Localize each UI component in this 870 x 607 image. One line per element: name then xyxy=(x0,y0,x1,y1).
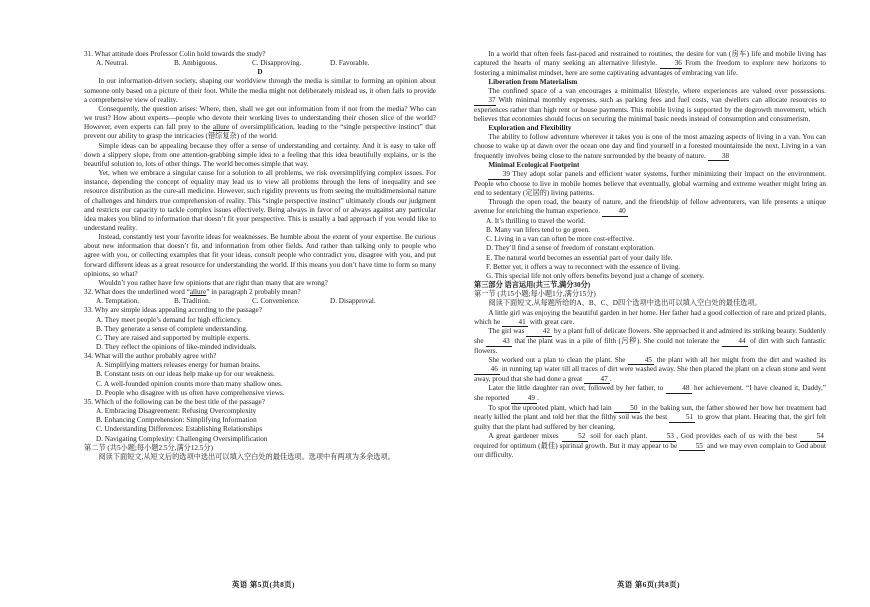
text-paragraph: 第一节 (共15小题;每小题1分,满分15分) xyxy=(474,290,596,299)
text-paragraph: She worked out a plan to clean the plant. She 45 the plant with all her might from the dirt and washed its 46 in running tap water till all traces of dirt were washed away. She then placed the plant on a clean stone and went away, proud that she had done a great 47 . xyxy=(474,355,826,383)
answer-option: B. Many van lifers tend to go green. xyxy=(486,226,590,235)
text-paragraph: To spot the uprooted plant, which had lain 50 in the baking sun, the father showed her how her treatment had nearly killed the plant and told her that the filthy soil was the best 51 to grow that plant. Hearing that, the girl felt guilty that the plant had suffered by her cleaning. xyxy=(474,403,826,431)
text-paragraph: Later the little daughter ran over, followed by her father, to 48 her achievement. “I have cleaned it, Daddy,” she reported 49 . xyxy=(474,384,826,403)
text-paragraph: 35. Which of the following can be the best title of the passage? xyxy=(84,397,265,406)
answer-option: A. Temptation. xyxy=(96,297,140,306)
answer-option: D. Navigating Complexity: Challenging Oversimplification xyxy=(96,434,268,443)
blank-48: 48 xyxy=(666,385,692,394)
answer-option: D. They’ll find a sense of freedom of constant exploration. xyxy=(486,244,655,253)
answer-option: C. Convenience. xyxy=(252,297,300,306)
blank-42: 42 xyxy=(526,328,552,337)
text-paragraph: Instead, constantly test your favorite ideas for weaknesses. Be humble about the extent of your expertise. Be curious about new information that doesn’t fit, and information from other fields. And rather than talking only to people who agree with you, or collecting examples that fit your ideas, consult people who contradict you, disagree with you, and put forward different ideas as a great resource for understanding the world. If this means you don’t have time to form so many opinions, so what? xyxy=(84,233,436,278)
text-paragraph: In our information-driven society, shaping our worldview through the media is similar to forming an opinion about someone only based on a picture of their foot. While the media might not deliberately mislead us, it often fails to provide a comprehensive view of reality. xyxy=(84,77,436,104)
answer-option: B. Constant tests on our ideas help make up for our weakness. xyxy=(96,370,275,379)
answer-options-row xyxy=(84,59,436,68)
text-paragraph: The girl was 42 by a plant full of delicate flowers. She approached it and admired its striking beauty. Suddenly she 43 that the plant was in a pile of filth (污秽). She could not tolerate the 44 of dirt with such fantastic flowers. xyxy=(474,327,826,355)
section-heading: Exploration and Flexibility xyxy=(488,124,572,133)
section-heading: 第三部分 语言运用(共三节,满分30分) xyxy=(474,281,591,290)
text-paragraph: 第二节 (共5小题;每小题2.5分,满分12.5分) xyxy=(84,443,213,452)
answer-option: D. People who disagree with us often have comprehensive views. xyxy=(96,388,285,397)
blank-39: 39 xyxy=(488,171,510,180)
blank-36: 36 xyxy=(660,60,682,69)
text-paragraph: D xyxy=(257,68,263,77)
page-6-column xyxy=(474,50,826,460)
blank-50: 50 xyxy=(614,405,640,414)
text-paragraph: The confined space of a van encourages a minimalist lifestyle, where experiences are valued over possessions. 37 With minimal monthly expenses, such as parking fees and fuel costs, van dwellers can allocate resources to experiences rather than high rent or house payments. This mobile living is supported by the degrowth movement, which believes that economies should focus on securing the minimal basic needs instead of consumption and consumerism. xyxy=(474,87,826,123)
text-paragraph: Wouldn’t you rather have few opinions that are right than many that are wrong? xyxy=(98,278,328,287)
answer-option: B. Ambiguous. xyxy=(174,59,218,68)
answer-option: E. The natural world becomes an essential part of your daily life. xyxy=(486,253,673,262)
blank-52: 52 xyxy=(562,433,588,442)
blank-44: 44 xyxy=(722,338,748,347)
blank-37: 37 xyxy=(474,97,496,106)
underlined-word-allure: allure xyxy=(212,123,230,132)
answer-option: C. Understanding Differences: Establishing Relationships xyxy=(96,425,263,434)
text-paragraph: The ability to follow adventure wherever it takes you is one of the most amazing aspects of living in a van. You can choose to wake up at dawn over the ocean one day and find yourself in a forested mountainside the next. Living in a van frequently involves being close to the nature surrounded by the beauty of nature. 38 xyxy=(474,133,826,160)
blank-47: 47 xyxy=(584,376,610,385)
text-paragraph: 阅读下面短文,从每题所给的A、B、C、D四个选项中选出可以填入空白处的最佳选项。 xyxy=(488,299,762,308)
answer-option: A. It’s thrilling to travel the world. xyxy=(486,217,586,225)
text-paragraph: 31. What attitude does Professor Colin hold towards the study? xyxy=(84,50,266,58)
text-paragraph: 33. Why are simple ideas appealing according to the passage? xyxy=(84,306,262,315)
section-heading: Minimal Ecological Footprint xyxy=(488,161,580,170)
blank-49: 49 xyxy=(511,395,537,404)
blank-41: 41 xyxy=(502,319,528,328)
underlined-word-allure: allure xyxy=(189,288,207,297)
answer-option: A. Simplifying matters releases energy for human brains. xyxy=(96,361,261,370)
text-paragraph: 32. What does the underlined word “allure” in paragraph 2 probably mean? xyxy=(84,288,301,297)
answer-option: A. Embracing Disagreement: Refusing Overcomplexity xyxy=(96,407,257,416)
text-paragraph: 阅读下面短文,从短文后的选项中选出可以填入空白处的最佳选项。选项中有两项为多余选项。 xyxy=(98,452,395,461)
answer-option: G. This special life not only offers benefits beyond just a change of scenery. xyxy=(486,271,705,280)
answer-option: C. Disapproving. xyxy=(252,59,302,68)
blank-38: 38 xyxy=(708,153,730,162)
answer-option: D. They reflect the opinions of like-minded individuals. xyxy=(96,343,257,351)
answer-option: F. Better yet, it offers a way to reconnect with the essence of living. xyxy=(486,262,681,271)
answer-options-row xyxy=(84,297,436,306)
blank-45: 45 xyxy=(628,357,654,366)
text-paragraph: In a world that often feels fast-paced and restrained to routines, the desire for van (房车) life and mobile living has captured the hearts of many seeking an alternative lifestyle. 36 From the freedom to explore new horizons to fostering a minimalist mindset, here are some captivating advantages of embracing van life. xyxy=(474,50,826,77)
blank-43: 43 xyxy=(486,338,512,347)
text-paragraph: Yet, when we embrace a singular cause for a solution to all problems, we risk oversimplifying complex issues. For instance, depending the concept of equality may lead us to view all problems through the lens of inequality and see resource distribution as the cure-all medicine. However, such rigidity prevents us from seeing the multidimensional nature of challenges and hinders true comprehension of reality. This “single perspective instinct” ultimately clouds our judgment and restricts our capacity to tackle complex issues effectively. Being always in favor of or always against any particular idea makes you blind to information that doesn’t fit your perspective. This is usually a bad approach if you would like to understand reality. xyxy=(84,169,436,232)
blank-51: 51 xyxy=(669,414,695,423)
text-paragraph: Through the open road, the beauty of nature, and the friendship of fellow adventurers, van life presents a unique avenue for enriching the human experience. 40 xyxy=(474,198,826,216)
text-paragraph: Simple ideas can be appealing because they offer a sense of understanding and certainty. And it is easy to take off down a slippery slope, from one attention-grabbing simple idea to a feeling that this idea beautifully explains, or is the beautiful solution to, lots of other things. The world becomes simple that way. xyxy=(84,141,436,168)
answer-option: B. Tradition. xyxy=(174,297,211,306)
blank-55: 55 xyxy=(679,443,705,452)
text-paragraph: A great gardener mixes 52 soil for each plant. 53 , God provides each of us with the best 54 required for optimum (最佳) spiritual growth. But it may appear to be 55 and we may even complain to God about our difficulty. xyxy=(474,431,826,460)
answer-option: A. They meet people’s demand for high efficiency. xyxy=(96,315,242,324)
answer-option: C. Living in a van can often be more cost-effective. xyxy=(486,235,635,244)
page-5-column xyxy=(84,50,436,462)
text-paragraph: 34. What will the author probably agree with? xyxy=(84,352,217,361)
text-paragraph: 39 They adopt solar panels and efficient water systems, further minimizing their impact on the environment. People who choose to live in mobile homes believe that eventually, global warming and extreme weather might bring an end to sedentary (定居的) living patterns. xyxy=(474,170,826,198)
answer-option: C. They are raised and supported by multiple experts. xyxy=(96,333,250,342)
text-paragraph: A little girl was enjoying the beautiful garden in her home. Her father had a good collection of rare and prized plants, which he 41 with great care. xyxy=(474,308,826,326)
blank-53: 53 xyxy=(650,433,676,442)
blank-40: 40 xyxy=(602,208,628,217)
answer-option: B. They generate a sense of complete understanding. xyxy=(96,324,248,333)
page-footer-right: 英语 第6页(共8页) xyxy=(617,580,680,589)
text-paragraph: Consequently, the question arises: Where, then, shall we get our information from if not from the media? Who can we trust? How about experts—people who devote their working lives to understanding their chosen slice of the world? However, even experts can fall prey to the allure of oversimplification, leading to the “single perspective instinct” that prevent our ability to grasp the intricacies (错综复杂) of the world. xyxy=(84,104,436,141)
answer-option: B. Enhancing Comprehension: Simplifying Information xyxy=(96,416,257,425)
answer-option: A. Neutral. xyxy=(96,59,129,68)
blank-54: 54 xyxy=(800,433,826,442)
blank-46: 46 xyxy=(474,366,500,375)
section-heading: Liberation from Materialism xyxy=(488,77,578,86)
page-footer-left: 英语 第5页(共8页) xyxy=(232,580,295,589)
answer-option: D. Favorable. xyxy=(330,59,370,68)
answer-option: D. Disapproval. xyxy=(330,297,376,306)
answer-option: C. A well-founded opinion counts more than many shallow ones. xyxy=(96,379,283,388)
